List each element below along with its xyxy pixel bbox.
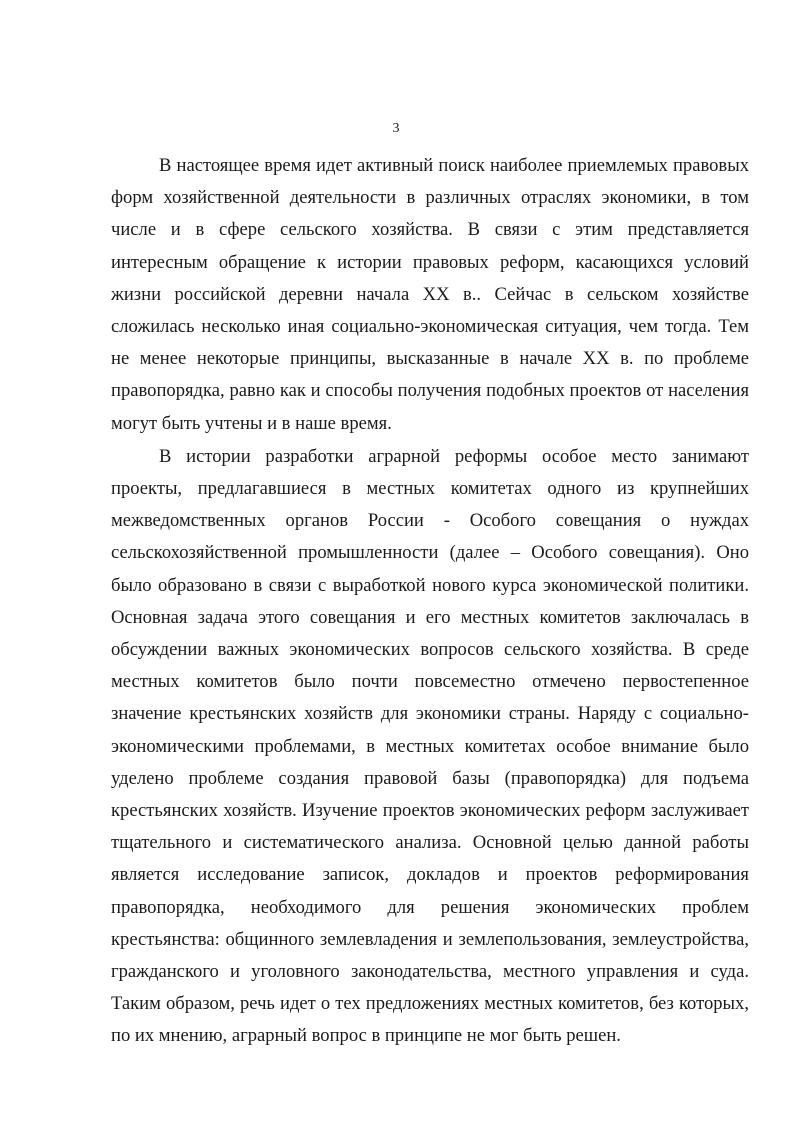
body-text [111,150,749,1054]
page-number: 3 [392,121,400,136]
paragraph-1: В настоящее время идет активный поиск наиболее приемлемых правовых форм хозяйственной деятельности в различных отраслях экономики, в том числе и в сфере сельского хозяйства. В связи с этим представляется интересным обращение к истории правовых реформ, касающихся условий жизни российской деревни начала XX в.. Сейчас в сельском хозяйстве сложилась несколько иная социально-экономическая ситуация, чем тогда. Тем не менее некоторые принципы, высказанные в начале XX в. по проблеме правопорядка, равно как и способы получения подобных проектов от населения могут быть учтены и в наше время. [111,155,749,434]
paragraph-2: В истории разработки аграрной реформы особое место занимают проекты, предлагавшиеся в местных комитетах одного из крупнейших межведомственных органов России - Особого совещания о нуждах сельскохозяйственной промышленности (далее – Особого совещания). Оно было образовано в связи с выработкой нового курса экономической политики. Основная задача этого совещания и его местных комитетов заключалась в обсуждении важных экономических вопросов сельского хозяйства. В среде местных комитетов было почти повсеместно отмечено первостепенное значение крестьянских хозяйств для экономики страны. Наряду с социально-экономическими проблемами, в местных комитетах особое внимание было уделено проблеме создания правовой базы (правопорядка) для подъема крестьянских хозяйств. Изучение проектов экономических реформ заслуживает тщательного и систематического анализа. Основной целью данной работы является исследование записок, докладов и проектов реформирования правопорядка, необходимого для решения экономических проблем крестьянства: общинного землевладения и землепользования, землеустройства, гражданского и уголовного законодательства, местного управления и суда. Таким образом, речь идет о тех предложениях местных комитетов, без которых, по их мнению, аграрный вопрос в принципе не мог быть решен. [111,445,749,1047]
